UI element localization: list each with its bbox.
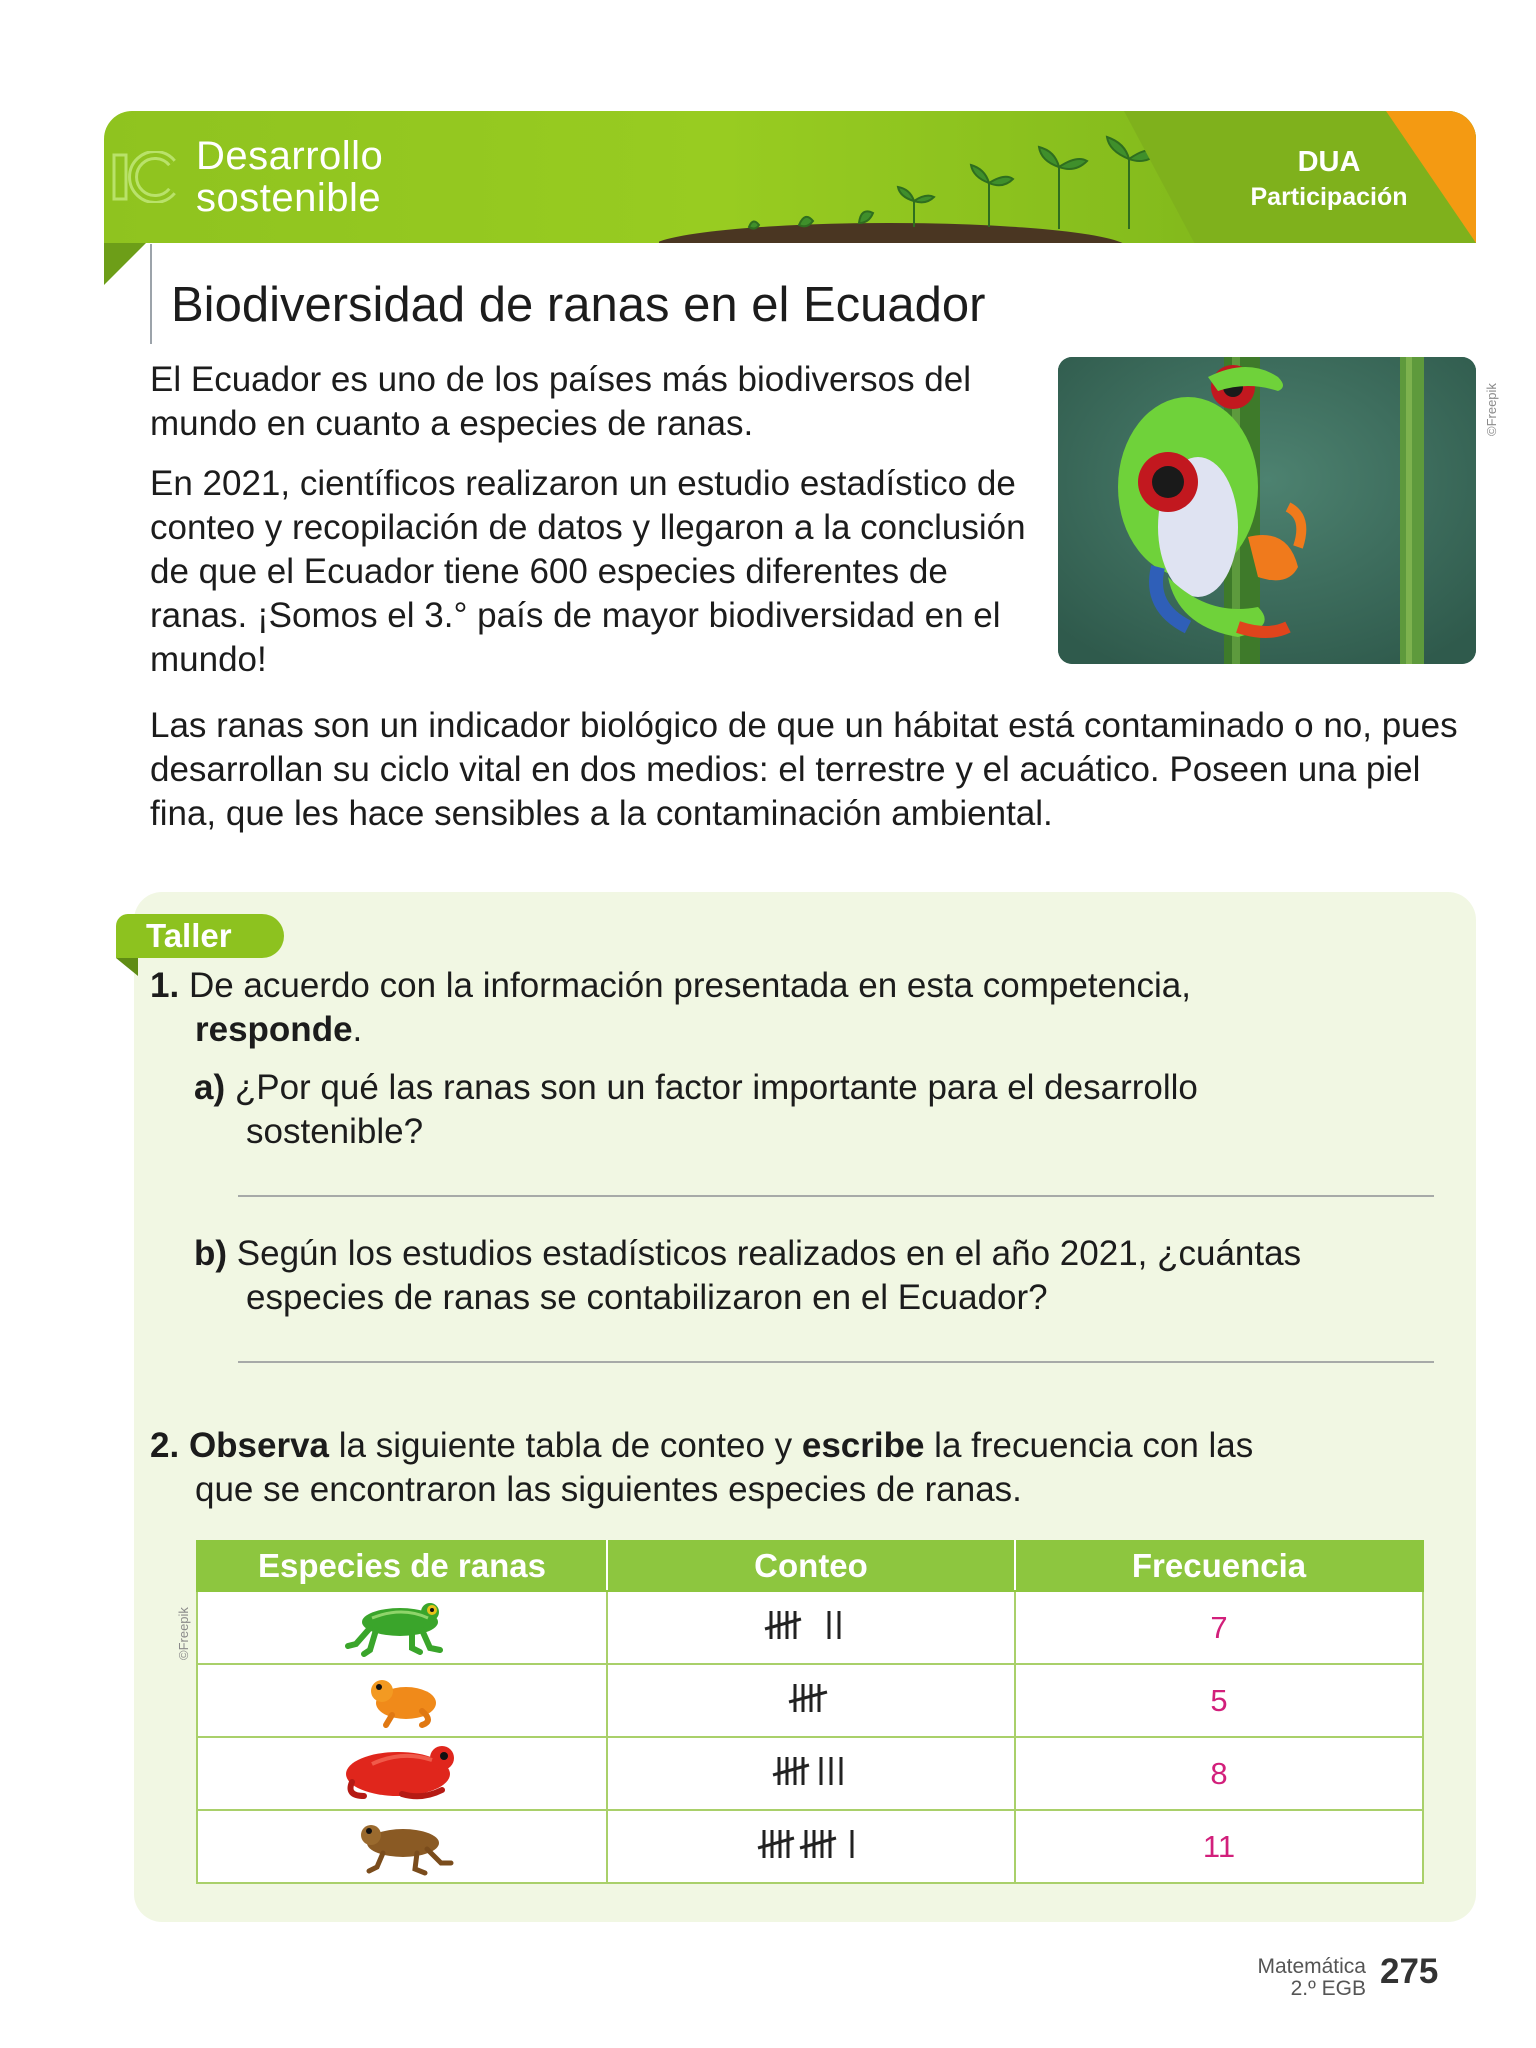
banner-title [196, 135, 383, 219]
species-cell [197, 1737, 607, 1810]
tally-marks-8 [771, 1751, 851, 1791]
photo-credit: ©Freepik [1484, 383, 1499, 436]
brown-frog-icon [347, 1811, 457, 1877]
ic-logo-icon [110, 151, 180, 203]
question-1a-line2: sostenible? [246, 1112, 424, 1151]
question-1 [150, 964, 1191, 1008]
question-2-verb-escribe: escribe [801, 1426, 925, 1465]
indicator-paragraph: Las ranas son un indicador biológico de que un hábitat está contaminado o no, pues desarrollan su ciclo vital en dos medios: el terrestre y el acuático. Poseen una piel fina, que les hace sensibles a la contaminación ambiental. [150, 706, 1458, 833]
intro-paragraph: El Ecuador es uno de los países más biodiversos del mundo en cuanto a especies de ranas. [150, 360, 972, 443]
frequency-cell[interactable]: 5 [1015, 1664, 1423, 1737]
banner-title-line2: sostenible [196, 176, 382, 220]
title-rule [150, 244, 152, 344]
table-row [197, 1664, 1423, 1737]
frequency-cell[interactable]: 11 [1015, 1810, 1423, 1883]
question-2-number: 2. [150, 1426, 180, 1465]
question-1a [194, 1066, 1198, 1110]
footer-grade: 2.º EGB [1290, 1977, 1366, 2000]
dua-label: DUA [1297, 146, 1361, 178]
orange-frog-icon [352, 1665, 452, 1731]
question-1a-label: a) [194, 1068, 226, 1107]
footer-subject: Matemática [1257, 1955, 1366, 1978]
page-number: 275 [1380, 1952, 1439, 1991]
table-row [197, 1737, 1423, 1810]
question-1-text: De acuerdo con la información presentada en esta competencia, [188, 966, 1191, 1005]
taller-tab-fold [116, 958, 138, 976]
taller-tab: Taller [116, 914, 284, 958]
table-header-row [197, 1541, 1423, 1591]
study-paragraph: En 2021, científicos realizaron un estudio estadístico de conteo y recopilación de datos y llegaron a la conclusión de que el Ecuador tiene 600 especies diferentes de ranas. ¡Somos el 3.° país de mayor biodiversidad en el mundo! [150, 464, 1026, 679]
question-1a-text: ¿Por qué las ranas son un factor importante para el desarrollo [234, 1068, 1198, 1107]
question-1b-line2: especies de ranas se contabilizaron en el Ecuador? [246, 1278, 1048, 1317]
species-cell [197, 1664, 607, 1737]
tally-marks-7 [763, 1605, 859, 1645]
header-frequency: Frecuencia [1015, 1541, 1423, 1591]
question-2 [150, 1424, 1253, 1468]
table-row [197, 1810, 1423, 1883]
question-1-period: . [352, 1010, 363, 1049]
tree-frog-icon [1058, 357, 1476, 664]
question-1-number: 1. [150, 966, 180, 1005]
frequency-cell[interactable]: 7 [1015, 1591, 1423, 1664]
section-banner [104, 111, 1476, 243]
tally-marks-5 [781, 1678, 841, 1718]
species-cell [197, 1810, 607, 1883]
tally-table [196, 1540, 1424, 1884]
question-1b [194, 1232, 1301, 1276]
question-1b-label: b) [194, 1234, 228, 1273]
red-tomato-frog-icon [332, 1738, 472, 1804]
page-title: Biodiversidad de ranas en el Ecuador [171, 278, 986, 332]
table-credit: ©Freepik [176, 1607, 191, 1660]
answer-line-a[interactable] [238, 1195, 1434, 1197]
question-2-verb-observa: Observa [188, 1426, 330, 1465]
question-2-text-b: la frecuencia con las [924, 1426, 1254, 1465]
green-tree-frog-icon [342, 1592, 462, 1658]
tally-cell [607, 1664, 1015, 1737]
banner-title-line1: Desarrollo [196, 134, 384, 178]
question-1b-text: Según los estudios estadísticos realizados en el año 2021, ¿cuántas [236, 1234, 1302, 1273]
species-cell [197, 1591, 607, 1664]
table-row [197, 1591, 1423, 1664]
question-2-text-a: la siguiente tabla de conteo y [329, 1426, 802, 1465]
tree-frog-photo [1058, 357, 1476, 664]
tally-cell [607, 1737, 1015, 1810]
header-count: Conteo [607, 1541, 1015, 1591]
question-1-line2 [195, 1008, 362, 1052]
question-1-verb: responde [195, 1010, 353, 1049]
header-species: Especies de ranas [197, 1541, 607, 1591]
answer-line-b[interactable] [238, 1361, 1434, 1363]
question-2-line2: que se encontraron las siguientes especies de ranas. [195, 1470, 1022, 1509]
frequency-cell[interactable]: 8 [1015, 1737, 1423, 1810]
tally-marks-11 [756, 1824, 866, 1864]
dua-sublabel: Participación [1250, 183, 1408, 211]
tally-cell [607, 1810, 1015, 1883]
banner-fold [104, 243, 146, 285]
tally-cell [607, 1591, 1015, 1664]
